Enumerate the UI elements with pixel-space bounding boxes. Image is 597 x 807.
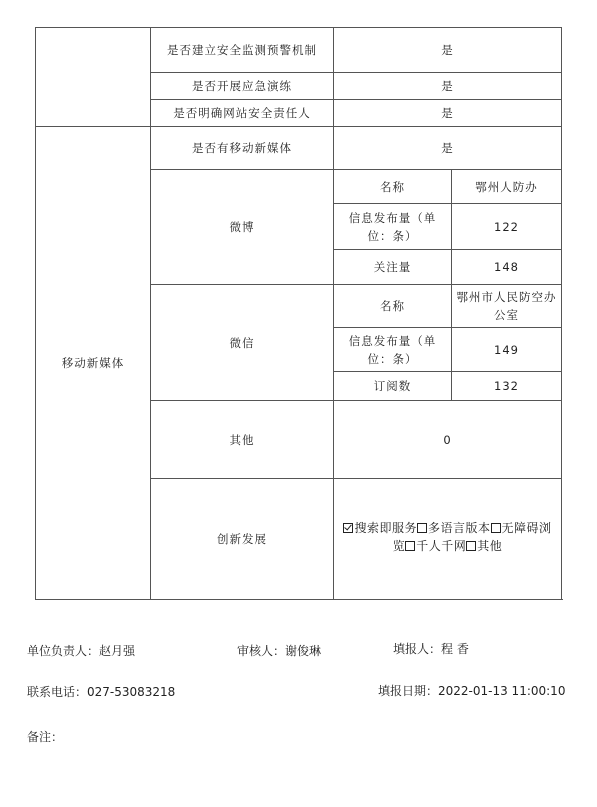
weibo-posts-value: 122 — [452, 204, 562, 250]
unit-head: 单位负责人：赵月强 — [27, 644, 136, 658]
wechat-name-value: 鄂州市人民防空办公室 — [452, 285, 562, 328]
drill-label: 是否开展应急演练 — [151, 73, 334, 100]
reviewer: 审核人：谢俊琳 — [237, 644, 322, 658]
contact-phone: 联系电话：027-53083218 — [27, 685, 176, 699]
innovation-option-label: 无障碍浏览 — [392, 521, 552, 553]
monitor-label: 是否建立安全监测预警机制 — [151, 28, 334, 73]
wechat-posts-label: 信息发布量（单位：条） — [334, 328, 452, 372]
weibo-name-value: 鄂州人防办 — [452, 170, 562, 204]
report-table — [35, 27, 562, 600]
innovation-option-label: 其他 — [477, 539, 503, 553]
checkbox-icon[interactable] — [466, 541, 476, 551]
weibo-label: 微博 — [151, 170, 334, 285]
checkbox-icon[interactable] — [417, 523, 427, 533]
checkbox-icon[interactable] — [491, 523, 501, 533]
wechat-subs-value: 132 — [452, 372, 562, 401]
fill-date: 填报日期：2022-01-13 11:00:10 — [378, 684, 566, 698]
weibo-name-label: 名称 — [334, 170, 452, 204]
innovation-option-label: 搜索即服务 — [354, 521, 417, 535]
weibo-follow-value: 148 — [452, 250, 562, 285]
weibo-posts-label: 信息发布量（单位：条） — [334, 204, 452, 250]
checkbox-icon[interactable] — [405, 541, 415, 551]
mobile-media-label: 移动新媒体 — [36, 127, 151, 600]
responsible-value: 是 — [334, 100, 562, 127]
blank-category-cell — [36, 28, 151, 127]
innovation-option-label: 多语言版本 — [427, 521, 491, 535]
has-mobile-media-value: 是 — [334, 127, 562, 170]
wechat-label: 微信 — [151, 285, 334, 401]
wechat-name-label: 名称 — [334, 285, 452, 328]
checked-box-icon[interactable] — [343, 523, 353, 533]
other-media-label: 其他 — [151, 401, 334, 479]
other-media-value: 0 — [334, 401, 562, 479]
wechat-posts-value: 149 — [452, 328, 562, 372]
innovation-label: 创新发展 — [151, 479, 334, 600]
filler: 填报人：程 香 — [393, 642, 469, 656]
innovation-options — [334, 479, 562, 600]
innovation-option-list — [343, 521, 551, 553]
responsible-label: 是否明确网站安全责任人 — [151, 100, 334, 127]
innovation-option-label: 千人千网 — [416, 539, 467, 553]
wechat-subs-label: 订阅数 — [334, 372, 452, 401]
remark: 备注： — [27, 730, 64, 744]
weibo-follow-label: 关注量 — [334, 250, 452, 285]
drill-value: 是 — [334, 73, 562, 100]
monitor-value: 是 — [334, 28, 562, 73]
has-mobile-media-label: 是否有移动新媒体 — [151, 127, 334, 170]
